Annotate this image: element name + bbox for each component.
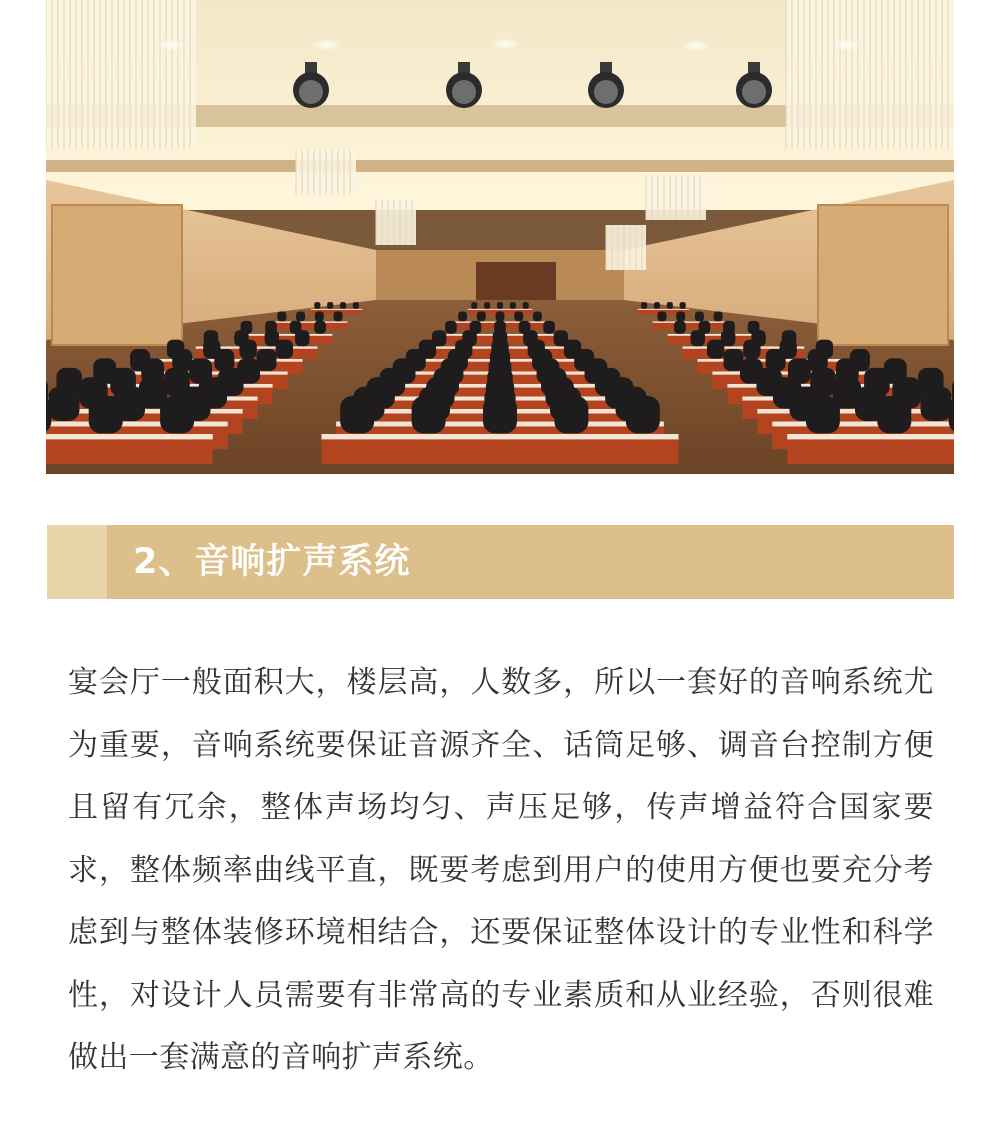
hero-banquet-hall-image — [46, 0, 954, 474]
banquet-hall-photo-icon — [46, 0, 954, 474]
body-paragraph: 宴会厅一般面积大，楼层高，人数多，所以一套好的音响系统尤为重要，音响系统要保证音源齐全、话筒足够、调音台控制方便且留有冗余，整体声场均匀、声压足够，传声增益符合国家要求，整体频率曲线平直，既要考虑到用户的使用方便也要充分考虑到与整体装修环境相结合，还要保证整体设计的专业性和科学性，对设计人员需要有非常高的专业素质和从业经验，否则很难做出一套满意的音响扩声系统。 — [68, 665, 934, 1075]
section-title: 2、音响扩声系统 — [133, 542, 411, 582]
section-heading-accent — [47, 525, 107, 599]
section-heading-bar — [47, 525, 954, 599]
